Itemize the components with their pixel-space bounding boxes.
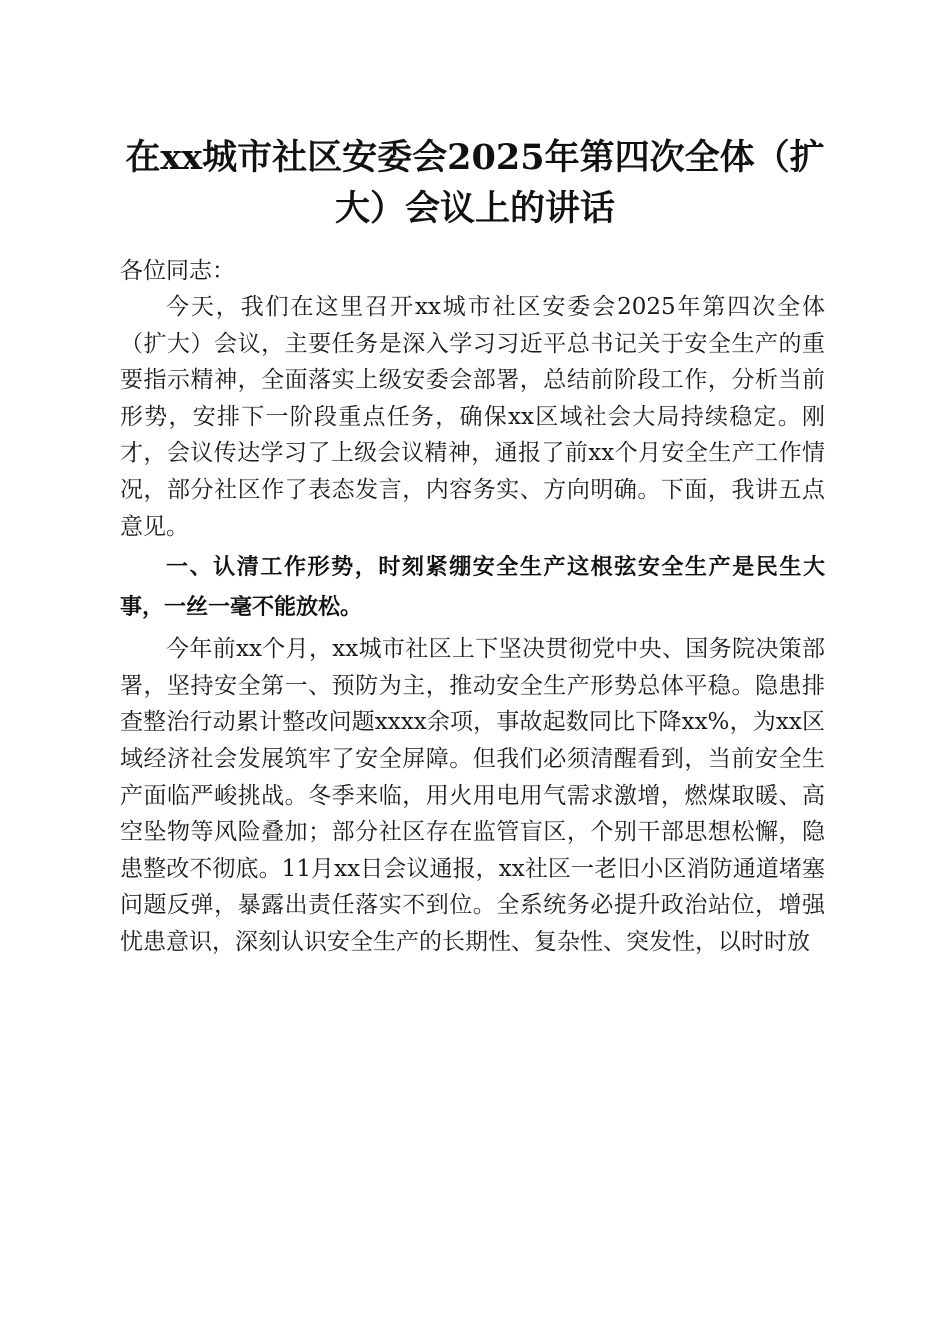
section-1-paragraph: 今年前xx个月，xx城市社区上下坚决贯彻党中央、国务院决策部署，坚持安全第一、预防为主，推动安全生产形势总体平稳。隐患排查整治行动累计整改问题xxxx余项，事故起数同比下降xx%，为xx区域经济社会发展筑牢了安全屏障。但我们必须清醒看到，当前安全生产面临严峻挑战。冬季来临，用火用电用气需求激增，燃煤取暖、高空坠物等风险叠加；部分社区存在监管盲区，个别干部思想松懈，隐患整改不彻底。11月xx日会议通报，xx社区一老旧小区消防通道堵塞问题反弹，暴露出责任落实不到位。全系统务必提升政治站位，增强忧患意识，深刻认识安全生产的长期性、复杂性、突发性，以时时放 [120, 636, 825, 955]
intro-paragraph: 今天，我们在这里召开xx城市社区安委会2025年第四次全体（扩大）会议，主要任务是深入学习习近平总书记关于安全生产的重要指示精神，全面落实上级安委会部署，总结前阶段工作，分析当前形势，安排下一阶段重点任务，确保xx区域社会大局持续稳定。刚才，会议传达学习了上级会议精神，通报了前xx个月安全生产工作情况，部分社区作了表态发言，内容务实、方向明确。下面，我讲五点意见。 [120, 294, 825, 540]
section-1-heading: 一、认清工作形势，时刻紧绷安全生产这根弦安全生产是民生大事，一丝一毫不能放松。 [120, 555, 825, 621]
document-body [120, 253, 825, 961]
document-title: 在xx城市社区安委会2025年第四次全体（扩大）会议上的讲话 [125, 137, 825, 229]
salutation: 各位同志： [120, 258, 235, 284]
